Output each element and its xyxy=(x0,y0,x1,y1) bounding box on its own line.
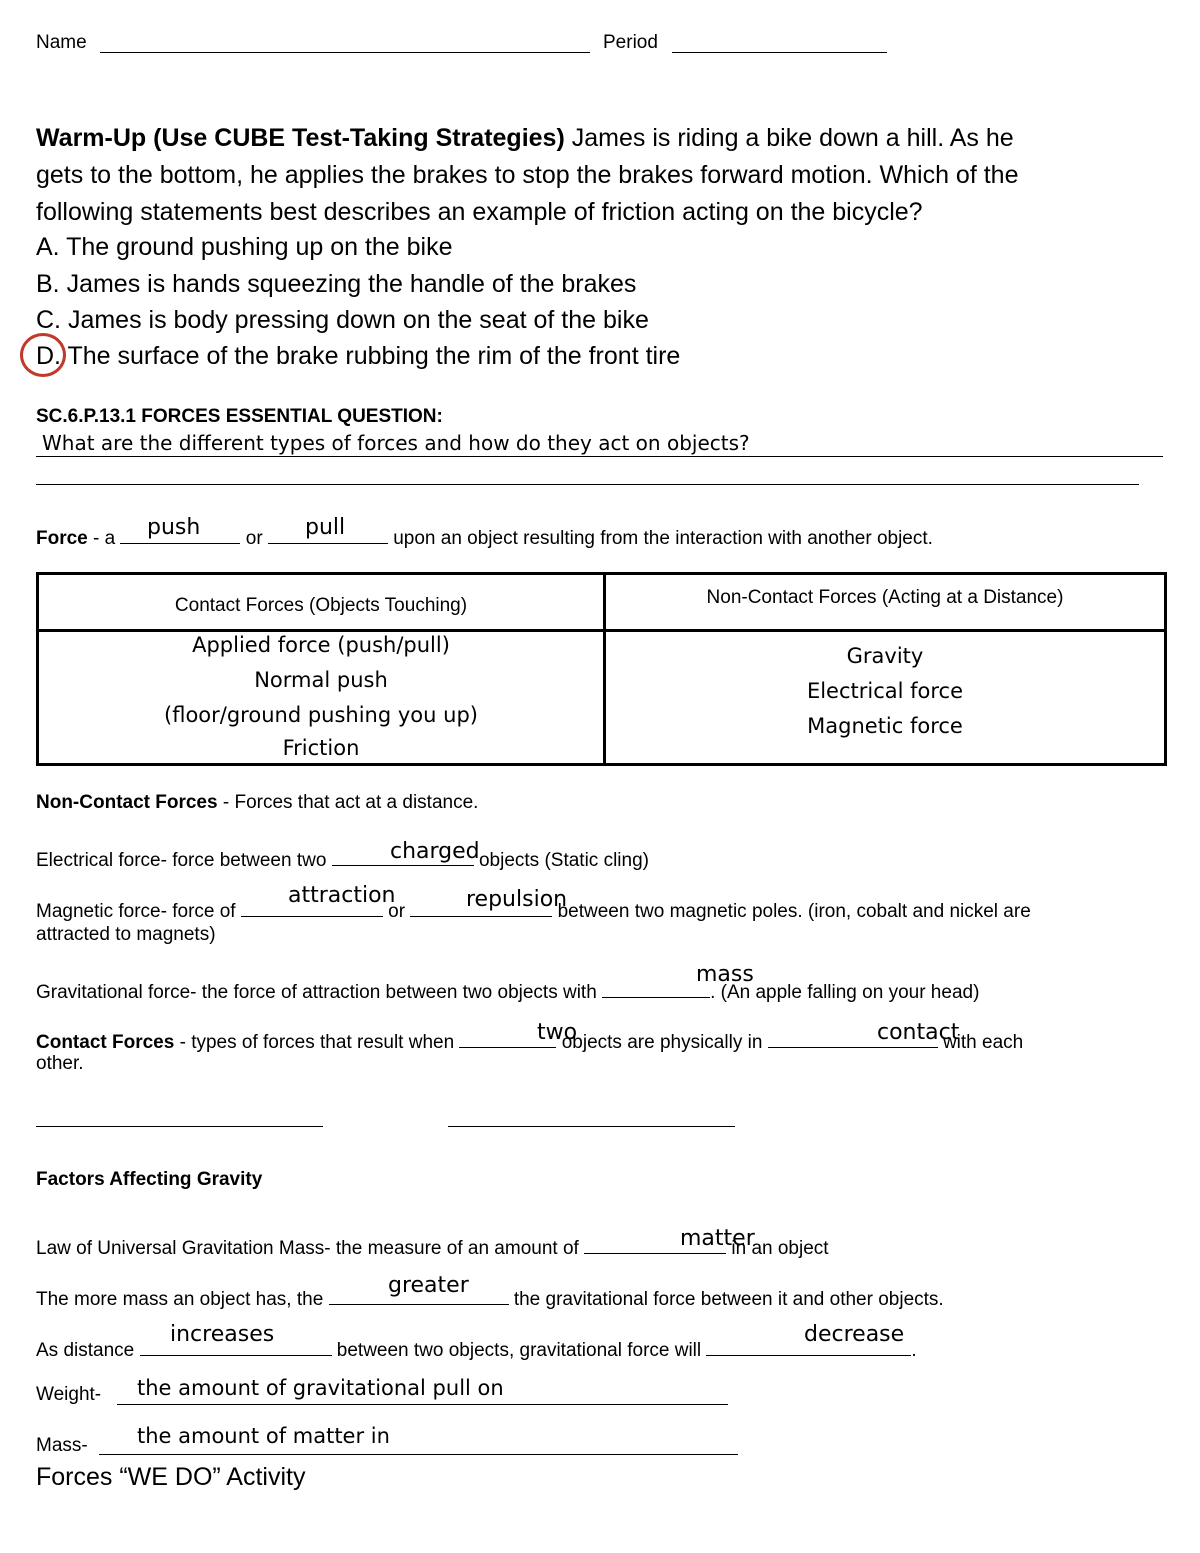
grav-blank[interactable] xyxy=(602,975,710,998)
force-text-3: upon an object resulting from the interaction with another object. xyxy=(387,528,933,549)
contact-text-3: with each xyxy=(937,1032,1024,1053)
magnetic-text-1: Magnetic force- force of xyxy=(36,901,241,922)
contact-text-1: - types of forces that result when xyxy=(174,1032,460,1053)
distance-line xyxy=(36,1333,917,1362)
name-label: Name xyxy=(36,32,87,53)
force-fill-2: pull xyxy=(305,515,346,540)
electrical-fill: charged xyxy=(390,839,480,864)
warmup-text-1: James is riding a bike down a hill. As he xyxy=(564,124,1014,152)
grav-text-2: . (An apple falling on your head) xyxy=(710,982,980,1003)
dist-text-2: between two objects, gravitational force will xyxy=(331,1340,707,1361)
magnetic-text-2: between two magnetic poles. (iron, cobalt and nickel are xyxy=(552,901,1031,922)
essential-question: What are the different types of forces and how do they act on objects? xyxy=(42,431,750,455)
noncontact-item: Magnetic force xyxy=(807,714,963,738)
electrical-text-2: objects (Static cling) xyxy=(473,850,649,871)
contact-text-2: objects are physically in xyxy=(556,1032,768,1053)
law-text-1: Law of Universal Gravitation Mass- the measure of an amount of xyxy=(36,1238,585,1259)
warmup-line-1 xyxy=(36,124,1014,153)
warmup-line-2: gets to the bottom, he applies the brakes to stop the brakes forward motion. Which of the xyxy=(36,161,1019,189)
grav-fill: mass xyxy=(696,962,754,987)
noncontact-def: - Forces that act at a distance. xyxy=(217,792,479,813)
dist-text-1: As distance xyxy=(36,1340,140,1361)
more-text-1: The more mass an object has, the xyxy=(36,1289,329,1310)
dist-fill-1: increases xyxy=(170,1322,275,1347)
force-term: Force xyxy=(36,528,88,549)
force-fill-1: push xyxy=(147,515,201,540)
magnetic-force-line-2: attracted to magnets) xyxy=(36,924,216,945)
footer-title: Forces “WE DO” Activity xyxy=(36,1463,306,1491)
dist-fill-2: decrease xyxy=(804,1322,905,1347)
magnetic-fill-2: repulsion xyxy=(466,887,568,912)
period-field[interactable] xyxy=(672,52,887,53)
answer-circle xyxy=(20,333,66,377)
answer-line-1 xyxy=(36,456,1163,457)
magnetic-text-or: or xyxy=(382,901,411,922)
weight-blank[interactable] xyxy=(117,1404,728,1405)
dist-text-3: . xyxy=(911,1340,917,1361)
noncontact-item: Electrical force xyxy=(806,679,964,703)
period-label: Period xyxy=(603,32,658,53)
blank-line-right[interactable] xyxy=(448,1126,735,1127)
gravitational-force-line xyxy=(36,975,979,1004)
contact-item: Friction xyxy=(282,736,360,760)
contact-header-text: Contact Forces (Objects Touching) xyxy=(174,595,468,616)
electrical-text-1: Electrical force- force between two xyxy=(36,850,332,871)
noncontact-definition xyxy=(36,792,478,814)
mass-blank[interactable] xyxy=(99,1454,738,1455)
warmup-heading: Warm-Up (Use CUBE Test-Taking Strategies) xyxy=(36,124,565,152)
contact-item: Applied force (push/pull) xyxy=(192,633,450,657)
noncontact-item: Gravity xyxy=(846,644,924,668)
force-text-2: or xyxy=(240,528,268,549)
more-fill: greater xyxy=(388,1273,469,1298)
mass-label: Mass- xyxy=(36,1435,88,1456)
force-text-1: - a xyxy=(87,528,121,549)
name-field[interactable] xyxy=(100,52,590,53)
contact-fill-1: two xyxy=(537,1020,578,1045)
magnetic-fill-1: attraction xyxy=(288,883,396,908)
weight-label: Weight- xyxy=(36,1384,102,1405)
noncontact-term: Non-Contact Forces xyxy=(36,792,218,813)
law-fill: matter xyxy=(680,1226,755,1251)
contact-definition xyxy=(36,1025,1023,1054)
contact-item: Normal push xyxy=(254,668,388,692)
answer-line-2 xyxy=(36,484,1139,485)
law-text-2: in an object xyxy=(726,1238,829,1259)
weight-fill: the amount of gravitational pull on xyxy=(137,1376,504,1400)
option-b[interactable]: B. James is hands squeezing the handle of the brakes xyxy=(36,270,637,298)
mass-fill: the amount of matter in xyxy=(137,1424,390,1448)
contact-term: Contact Forces xyxy=(36,1032,175,1053)
noncontact-cell xyxy=(605,631,1166,765)
option-d[interactable]: D. The surface of the brake rubbing the rim of the front tire xyxy=(36,342,681,370)
more-mass-line xyxy=(36,1282,944,1311)
essential-heading: SC.6.P.13.1 FORCES ESSENTIAL QUESTION: xyxy=(36,406,443,427)
warmup-line-3: following statements best describes an example of friction acting on the bicycle? xyxy=(36,198,923,226)
contact-header xyxy=(38,574,605,631)
gravity-heading: Factors Affecting Gravity xyxy=(36,1169,263,1190)
electrical-force-line xyxy=(36,843,649,872)
blank-line-left[interactable] xyxy=(36,1126,323,1127)
contact-cell xyxy=(38,631,605,765)
contact-fill-2: contact xyxy=(877,1020,960,1045)
grav-text-1: Gravitational force- the force of attraction between two objects with xyxy=(36,982,603,1003)
noncontact-header-text: Non-Contact Forces (Acting at a Distance) xyxy=(706,587,1064,608)
more-text-2: the gravitational force between it and other objects. xyxy=(508,1289,944,1310)
forces-table xyxy=(36,572,1167,766)
noncontact-header xyxy=(605,574,1166,631)
option-c[interactable]: C. James is body pressing down on the seat of the bike xyxy=(36,306,649,334)
contact-item: (floor/ground pushing you up) xyxy=(164,703,478,727)
contact-definition-line-2: other. xyxy=(36,1053,84,1074)
option-a[interactable]: A. The ground pushing up on the bike xyxy=(36,233,453,261)
